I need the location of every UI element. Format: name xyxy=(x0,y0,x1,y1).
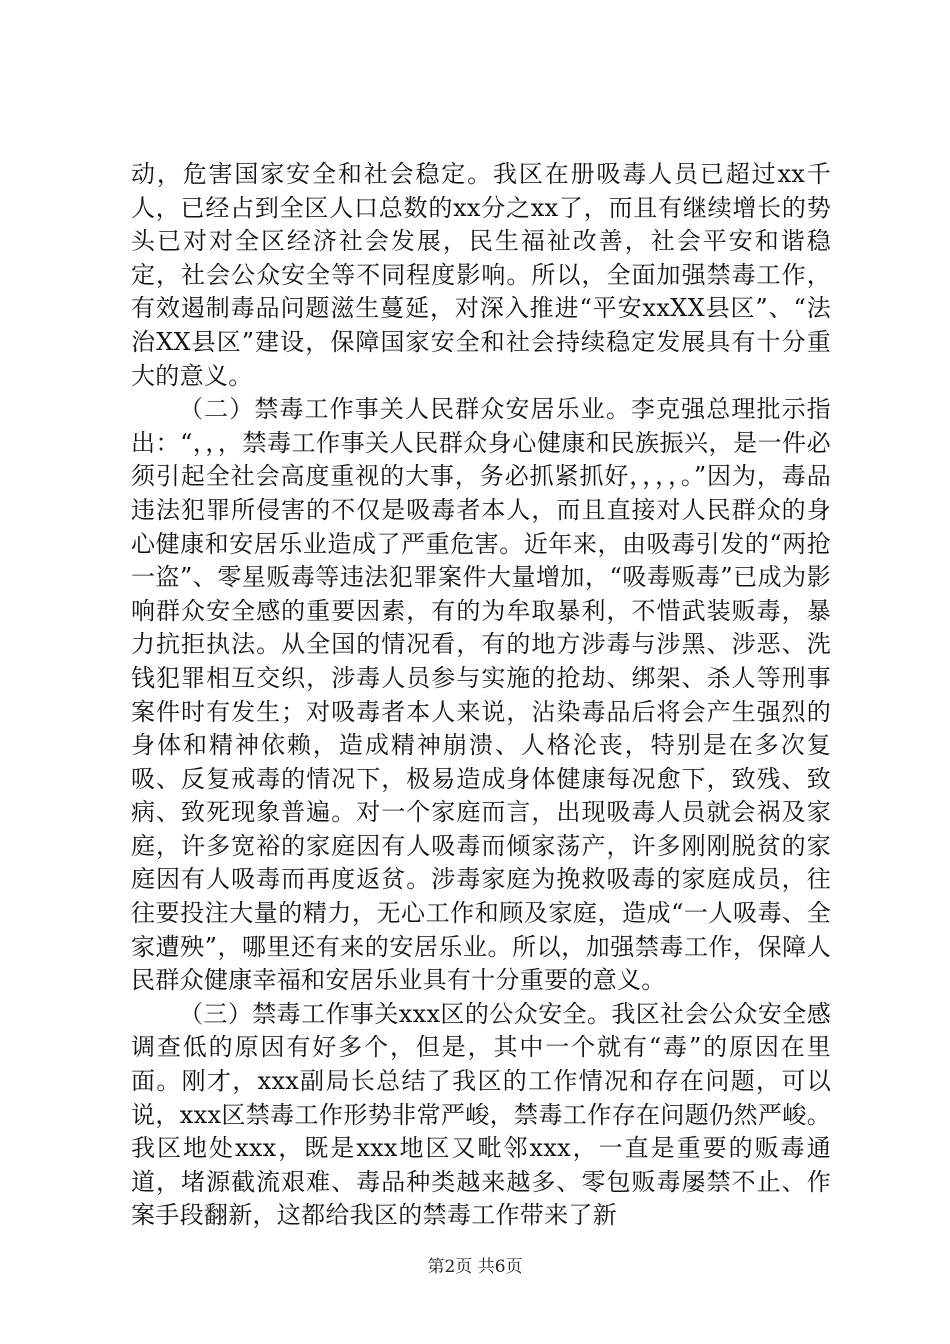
paragraph-3: （三）禁毒工作事关xxx区的公众安全。我区社会公众安全感调查低的原因有好多个，但是，其中一个就有“毒”的原因在里面。刚才，xxx副局长总结了我区的工作情况和存在问题，可以说，xxx区禁毒工作形势非常严峻，禁毒工作存在问题仍然严峻。我区地处xxx，既是xxx地区又毗邻xxx，一直是重要的贩毒通道，堵源截流艰难、毒品种类越来越多、零包贩毒屡禁不止、作案手段翻新，这都给我区的禁毒工作带来了新 xyxy=(131,999,831,1230)
paragraph-2: （二）禁毒工作事关人民群众安居乐业。李克强总理批示指出：“，，，禁毒工作事关人民群众身心健康和民族振兴，是一件必须引起全社会高度重视的大事，务必抓紧抓好，，，，。”因为，毒品违法犯罪所侵害的不仅是吸毒者本人，而且直接对人民群众的身心健康和安居乐业造成了严重危害。近年来，由吸毒引发的“两抢一盗”、零星贩毒等违法犯罪案件大量增加，“吸毒贩毒”已成为影响群众安全感的重要因素，有的为牟取暴利，不惜武装贩毒，暴力抗拒执法。从全国的情况看，有的地方涉毒与涉黑、涉恶、洗钱犯罪相互交织，涉毒人员参与实施的抢劫、绑架、杀人等刑事案件时有发生；对吸毒者本人来说，沾染毒品后将会产生强烈的身体和精神依赖，造成精神崩溃、人格沦丧，特别是在多次复吸、反复戒毒的情况下，极易造成身体健康每况愈下，致残、致病、致死现象普遍。对一个家庭而言，出现吸毒人员就会祸及家庭，许多宽裕的家庭因有人吸毒而倾家荡产，许多刚刚脱贫的家庭因有人吸毒而再度返贫。涉毒家庭为挽救吸毒的家庭成员，往往要投注大量的精力，无心工作和顾及家庭，造成“一人吸毒、全家遭殃”，哪里还有来的安居乐业。所以，加强禁毒工作，保障人民群众健康幸福和安居乐业具有十分重要的意义。 xyxy=(131,395,831,995)
paragraph-1: 动，危害国家安全和社会稳定。我区在册吸毒人员已超过xx千人，已经占到全区人口总数的xx分之xx了，而且有继续增长的势头已对对全区经济社会发展，民生福祉改善，社会平安和谐稳定，社会公众安全等不同程度影响。所以，全面加强禁毒工作，有效遏制毒品问题滋生蔓延，对深入推进“平安xxXX县区”、“法治XX县区”建设，保障国家安全和社会持续稳定发展具有十分重大的意义。 xyxy=(131,160,831,390)
page-footer: 第2页 共6页 xyxy=(427,1257,523,1277)
document-body xyxy=(131,158,831,1233)
